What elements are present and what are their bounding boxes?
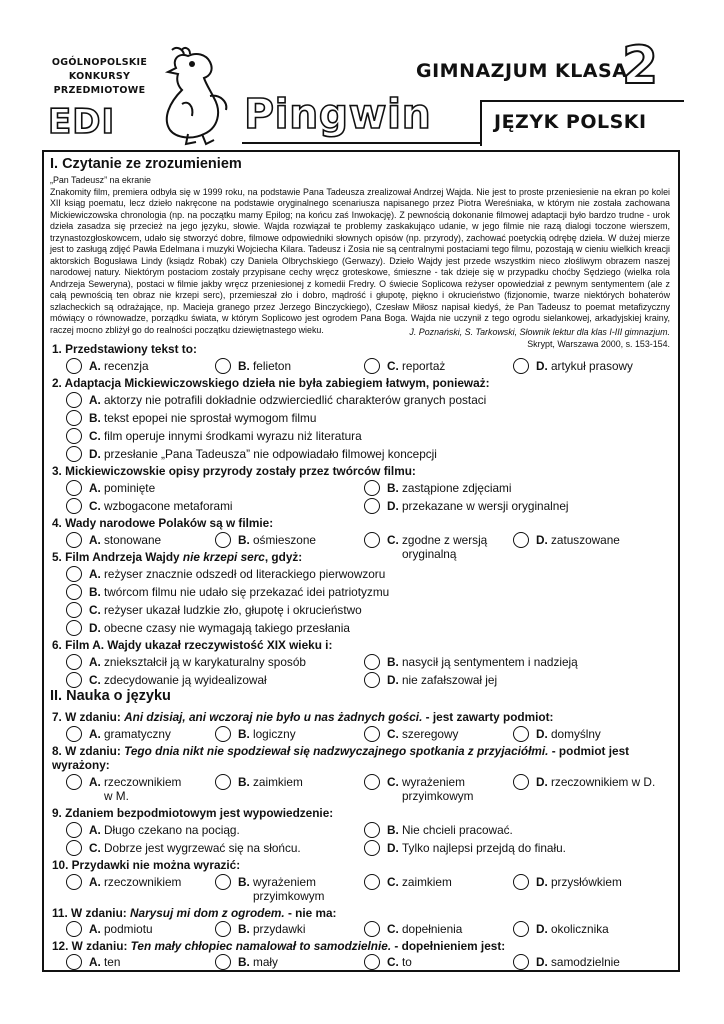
question-text: 6. Film A. Wajdy ukazał rzeczywistość XIX wieku i: xyxy=(52,638,333,652)
option-label-continuation: oryginalną xyxy=(402,547,457,561)
radio-circle-icon xyxy=(513,874,529,890)
question-text xyxy=(52,939,505,953)
header xyxy=(0,0,724,150)
option-label: nasycił ją sentymentem i nadzieją xyxy=(402,655,578,669)
contest-line: OGÓLNOPOLSKIE xyxy=(51,57,148,68)
penguin-mascot-icon xyxy=(148,46,244,146)
option-letter: D. xyxy=(89,621,101,635)
option-letter: D. xyxy=(536,359,548,373)
option-letter: A. xyxy=(89,655,101,669)
option-label: pominięte xyxy=(104,481,156,495)
question-quote: Narysuj mi dom z ogrodem. xyxy=(130,906,285,920)
radio-circle-icon xyxy=(364,840,380,856)
question-part: 11. W zdaniu: xyxy=(52,906,130,920)
radio-circle-icon xyxy=(66,446,82,462)
option-letter: B. xyxy=(238,922,250,936)
option-letter: C. xyxy=(387,359,399,373)
radio-circle-icon xyxy=(364,921,380,937)
option-letter: A. xyxy=(89,955,101,969)
option-label: szeregowy xyxy=(402,727,459,741)
option-label-continuation: przyimkowym xyxy=(402,789,474,803)
question-text-continuation: wyrażony: xyxy=(52,758,110,772)
option-letter: A. xyxy=(89,922,101,936)
question-part: - nie ma: xyxy=(284,906,337,920)
option-letter: A. xyxy=(89,823,101,837)
question-part: - podmiot jest xyxy=(548,744,630,758)
option-label: Nie chcieli pracować. xyxy=(402,823,513,837)
source-line: Skrypt, Warszawa 2000, s. 153-154. xyxy=(527,338,670,349)
option-label-continuation: w M. xyxy=(104,789,129,803)
option-letter: A. xyxy=(89,727,101,741)
option-label: okolicznika xyxy=(551,922,609,936)
radio-circle-icon xyxy=(66,774,82,790)
option-label: zgodne z wersją xyxy=(402,533,488,547)
option-label: przekazane w wersji oryginalnej xyxy=(402,499,569,513)
option-label: przydawki xyxy=(253,922,306,936)
contest-name xyxy=(42,56,157,98)
option-label: tekst epopei nie sprostał wymogom filmu xyxy=(104,411,317,425)
option-letter: C. xyxy=(89,603,101,617)
option-label: to xyxy=(402,955,412,969)
question-text xyxy=(52,710,553,724)
question-part: - dopełnieniem jest: xyxy=(391,939,506,953)
option-label: gramatyczny xyxy=(104,727,171,741)
option-letter: A. xyxy=(89,393,101,407)
radio-circle-icon xyxy=(364,654,380,670)
radio-circle-icon xyxy=(364,822,380,838)
radio-circle-icon xyxy=(66,392,82,408)
option-letter: D. xyxy=(536,533,548,547)
option-letter: B. xyxy=(387,823,399,837)
option-label: ten xyxy=(104,955,121,969)
radio-circle-icon xyxy=(66,480,82,496)
option-label: obecne czasy nie wymagają takiego przesłania xyxy=(104,621,350,635)
question-text: 3. Mickiewiczowskie opisy przyrody zostały przez twórców filmu: xyxy=(52,464,416,478)
option-label: samodzielnie xyxy=(551,955,620,969)
option-label: Dobrze jest wygrzewać się na słońcu. xyxy=(104,841,301,855)
option-label: zniekształcił ją w karykaturalny sposób xyxy=(104,655,306,669)
question-text: 9. Zdaniem bezpodmiotowym jest wypowiedzenie: xyxy=(52,806,334,820)
option-letter: B. xyxy=(238,955,250,969)
option-letter: C. xyxy=(89,429,101,443)
question-part: 5. Film Andrzeja Wajdy xyxy=(52,550,183,564)
option-letter: C. xyxy=(387,955,399,969)
option-letter: B. xyxy=(238,727,250,741)
option-label: przesłanie „Pana Tadeusza” nie odpowiadało filmowej koncepcji xyxy=(104,447,437,461)
level-number: 2 xyxy=(622,36,659,96)
source xyxy=(370,327,670,350)
option-label: aktorzy nie potrafili dokładnie odzwierciedlić charakterów granych postaci xyxy=(104,393,487,407)
subject-label: JĘZYK POLSKI xyxy=(494,111,647,133)
option-label: rzeczownikiem xyxy=(104,775,182,789)
option-label: reportaż xyxy=(402,359,446,373)
option-letter: C. xyxy=(387,775,399,789)
option-letter: C. xyxy=(387,875,399,889)
radio-circle-icon xyxy=(364,672,380,688)
text-body: Znakomity film, premiera odbyła się w 1999 roku, na podstawie Pana Tadeusza zrealizował Andrzej Wajda. Nie jest to proste przeniesienie na ekran po kolei XII ksiąg poematu, lecz dzieło nakręcone na podstawie oryginalnego scenariusza napisanego przez Piotra Wereśniaka, w którym nie została zachowana Mickiewiczowska chronologia (np. na początku mamy Epilog; na końcu zaś Inwokację). Z pewnością dokonanie filmowej adaptacji było bardzo trudne - urok dzieła zasadza się przecież na jego języku, słowie. Wajda rozwiązał te problemy zaskakująco udanie, w jego filmie nie razą dialogi toczone wierszem, trzynastozgłoskowcem, udało się stworzyć dobre, filmowe odpowiedniki słownych opisów (np. przyrody), zachować poetyckią odrębę dzieła. W dużej mierze jest to zasługą zdjęć Pawła Edelmana i muzyki Wojciecha Kilara. Tadeusz i Zosia nie są centralnymi postaciami tego filmu, pozostają w cieniu wielkich kreacji aktorskich Bogusława Lindy (ksiądz Robak) czy Daniela Olbrychskiego (Gerwazy). Dzieło Wajdy jest przede wszystkim nieco złośliwym obrazem naszej narodowej natury. Niektórym postaciom zostały przypisane cechy wręcz groteskowe, śmieszne - tak dzieje się w przypadku choćby Sędziego (wielka rola Andrzeja Seweryna), postaci w filmie jakby wręcz przeniesionej z komedii Fredry. O świecie Soplicowa reżyser opowiedział z pewnym sentymentem (ale z całą pewnością ten obraz nie krzepi serc), przemieszał zło i dobro, mądrość i głupotę, piękno i okrucieństwo (fizjonomie, twarze niektórych bohaterów szlacheckich są odrażające, np. Macieja granego przez Jerzego Binczyckiego), Czesław Miłosz napisał kiedyś, że Pan Tadeusz to poemat metafizyczny mówiący o równowadze, porządku świata, w którym Soplicowo jest ogrodem Pana Boga. Wajda nie uczynił z tego ogrodu sielankowej, arkadyjskiej krainy, raczej mocno zbliżył go do realności początku dziewiętnastego wieku. xyxy=(50,186,670,335)
radio-circle-icon xyxy=(364,532,380,548)
option-label: reżyser znacznie odszedł od literackiego pierwowzoru xyxy=(104,567,386,581)
radio-circle-icon xyxy=(66,358,82,374)
option-letter: A. xyxy=(89,775,101,789)
question-quote: Ani dzisiaj, ani wczoraj nie było u nas żadnych gości. xyxy=(124,710,423,724)
contest-line: KONKURSY xyxy=(68,71,131,82)
radio-circle-icon xyxy=(66,954,82,970)
option-letter: B. xyxy=(387,655,399,669)
question-quote: nie krzepi serc xyxy=(182,550,265,564)
option-letter: B. xyxy=(238,875,250,889)
option-label: felieton xyxy=(253,359,292,373)
radio-circle-icon xyxy=(66,620,82,636)
question-text: 10. Przydawki nie można wyrazić: xyxy=(52,858,241,872)
question-quote: Tego dnia nikt nie spodziewał się nadzwyczajnego spotkania z przyjaciółmi. xyxy=(124,744,549,758)
option-label: ośmieszone xyxy=(253,533,316,547)
radio-circle-icon xyxy=(364,954,380,970)
option-label: mały xyxy=(253,955,278,969)
radio-circle-icon xyxy=(66,654,82,670)
option-letter: A. xyxy=(89,481,101,495)
radio-circle-icon xyxy=(513,532,529,548)
question-text: 1. Przedstawiony tekst to: xyxy=(52,342,197,356)
option-label: stonowane xyxy=(104,533,162,547)
option-label: twórcom filmu nie udało się przekazać idei patriotyzmu xyxy=(104,585,390,599)
question-text: 4. Wady narodowe Polaków są w filmie: xyxy=(52,516,274,530)
option-letter: B. xyxy=(238,775,250,789)
option-letter: C. xyxy=(387,727,399,741)
radio-circle-icon xyxy=(513,726,529,742)
radio-circle-icon xyxy=(215,874,231,890)
radio-circle-icon xyxy=(66,672,82,688)
radio-circle-icon xyxy=(66,498,82,514)
option-letter: D. xyxy=(387,673,399,687)
radio-circle-icon xyxy=(215,358,231,374)
radio-circle-icon xyxy=(66,428,82,444)
radio-circle-icon xyxy=(364,498,380,514)
option-letter: D. xyxy=(536,875,548,889)
question-part: - jest zawarty podmiot: xyxy=(422,710,554,724)
question-part: 8. W zdaniu: xyxy=(52,744,125,758)
option-label: zatuszowane xyxy=(551,533,620,547)
option-label: zdecydowanie ją wyidealizował xyxy=(104,673,267,687)
radio-circle-icon xyxy=(215,532,231,548)
option-label: nie zafałszował jej xyxy=(402,673,498,687)
radio-circle-icon xyxy=(215,954,231,970)
radio-circle-icon xyxy=(66,566,82,582)
option-letter: C. xyxy=(89,499,101,513)
radio-circle-icon xyxy=(66,584,82,600)
reading-text xyxy=(50,175,670,336)
pingwin-logo: Pingwin xyxy=(244,90,432,138)
option-letter: D. xyxy=(387,499,399,513)
radio-circle-icon xyxy=(364,774,380,790)
option-letter: A. xyxy=(89,875,101,889)
radio-circle-icon xyxy=(215,774,231,790)
option-letter: B. xyxy=(89,585,101,599)
source-line: J. Poznański, S. Tarkowski, Słownik lektur dla klas I-III gimnazjum. xyxy=(409,327,670,337)
section-title: II. Nauka o języku xyxy=(50,688,171,704)
option-letter: A. xyxy=(89,567,101,581)
header-divider xyxy=(242,142,480,144)
radio-circle-icon xyxy=(513,358,529,374)
radio-circle-icon xyxy=(364,874,380,890)
option-letter: D. xyxy=(536,955,548,969)
radio-circle-icon xyxy=(513,774,529,790)
option-letter: A. xyxy=(89,533,101,547)
option-label-continuation: przyimkowym xyxy=(253,889,325,903)
radio-circle-icon xyxy=(513,921,529,937)
option-label: zastąpione zdjęciami xyxy=(402,481,512,495)
option-letter: D. xyxy=(89,447,101,461)
radio-circle-icon xyxy=(66,822,82,838)
question-text xyxy=(52,550,302,564)
option-letter: B. xyxy=(238,359,250,373)
text-title: „Pan Tadeusz” na ekranie xyxy=(50,175,151,185)
radio-circle-icon xyxy=(66,874,82,890)
option-label: przysłówkiem xyxy=(551,875,622,889)
radio-circle-icon xyxy=(364,726,380,742)
option-label: wyrażeniem xyxy=(402,775,465,789)
option-letter: C. xyxy=(387,533,399,547)
option-label: logiczny xyxy=(253,727,296,741)
radio-circle-icon xyxy=(66,532,82,548)
option-letter: A. xyxy=(89,359,101,373)
option-label: wzbogacone metaforami xyxy=(104,499,233,513)
option-label: rzeczownikiem w D. xyxy=(551,775,656,789)
option-letter: D. xyxy=(536,922,548,936)
radio-circle-icon xyxy=(66,840,82,856)
option-label: rzeczownikiem xyxy=(104,875,182,889)
question-part: 12. W zdaniu: xyxy=(52,939,131,953)
option-letter: C. xyxy=(387,922,399,936)
question-text: 2. Adaptacja Mickiewiczowskiego dzieła nie była zabiegiem łatwym, ponieważ: xyxy=(52,376,490,390)
option-label: zaimkiem xyxy=(402,875,452,889)
radio-circle-icon xyxy=(66,921,82,937)
option-label: Długo czekano na pociąg. xyxy=(104,823,240,837)
radio-circle-icon xyxy=(364,480,380,496)
edi-logo: EDI xyxy=(48,102,116,142)
radio-circle-icon xyxy=(66,410,82,426)
question-quote: Ten mały chłopiec namalował to samodzielnie. xyxy=(130,939,392,953)
radio-circle-icon xyxy=(513,954,529,970)
level-label: GIMNAZJUM KLASA xyxy=(416,60,628,82)
option-label: reżyser ukazał ludzkie zło, głupotę i okrucieństwo xyxy=(104,603,362,617)
contest-line: PRZEDMIOTOWE xyxy=(53,85,146,96)
option-letter: B. xyxy=(387,481,399,495)
option-label: podmiotu xyxy=(104,922,153,936)
option-letter: D. xyxy=(387,841,399,855)
option-letter: B. xyxy=(238,533,250,547)
option-label: zaimkiem xyxy=(253,775,303,789)
question-text xyxy=(52,744,629,758)
question-text xyxy=(52,906,337,920)
radio-circle-icon xyxy=(215,921,231,937)
option-label: film operuje innymi środkami wyrazu niż literatura xyxy=(104,429,362,443)
option-letter: C. xyxy=(89,841,101,855)
question-part: 7. W zdaniu: xyxy=(52,710,125,724)
option-letter: B. xyxy=(89,411,101,425)
question-part: , gdyż: xyxy=(264,550,303,564)
option-label: wyrażeniem xyxy=(253,875,316,889)
option-letter: D. xyxy=(536,727,548,741)
radio-circle-icon xyxy=(66,726,82,742)
option-label: Tylko najlepsi przejdą do finału. xyxy=(402,841,566,855)
option-letter: C. xyxy=(89,673,101,687)
radio-circle-icon xyxy=(364,358,380,374)
radio-circle-icon xyxy=(66,602,82,618)
radio-circle-icon xyxy=(215,726,231,742)
option-label: recenzja xyxy=(104,359,149,373)
option-label: artykuł prasowy xyxy=(551,359,633,373)
option-label: domyślny xyxy=(551,727,601,741)
section-title: I. Czytanie ze zrozumieniem xyxy=(50,156,242,172)
option-letter: D. xyxy=(536,775,548,789)
option-label: dopełnienia xyxy=(402,922,463,936)
